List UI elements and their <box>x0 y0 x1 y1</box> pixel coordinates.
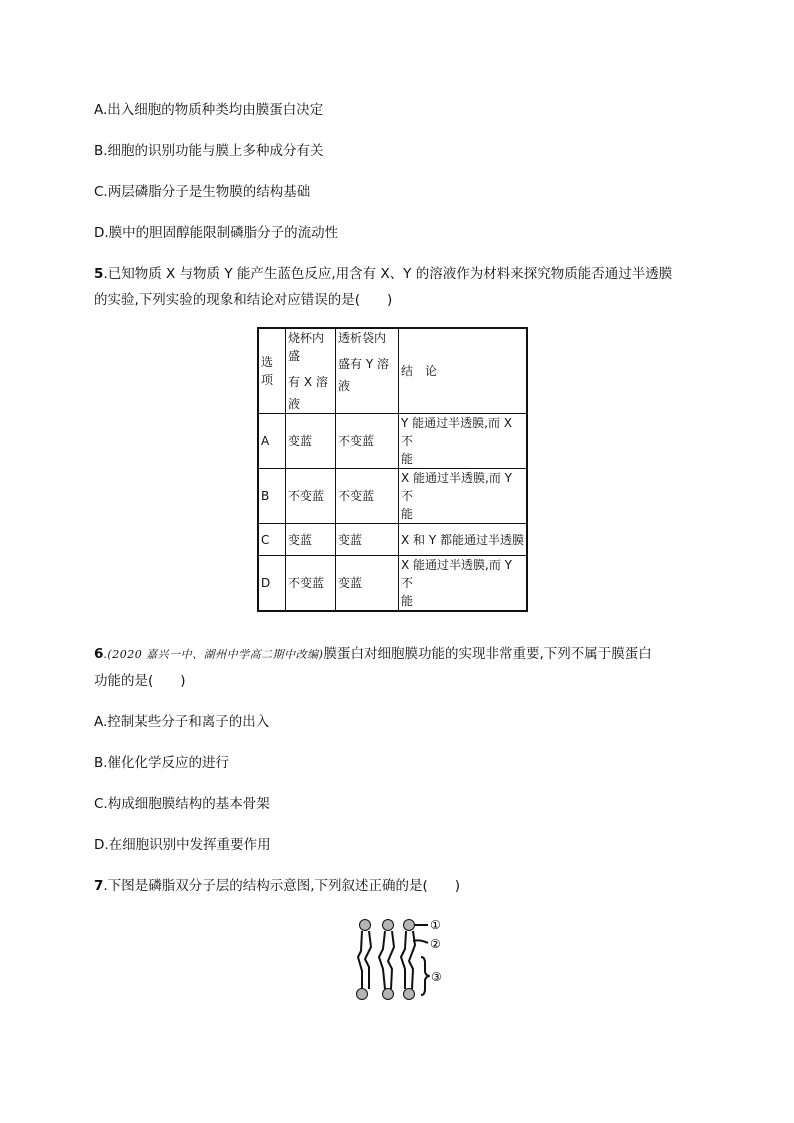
header-option: 选 项 <box>258 328 286 414</box>
q5-stem-line2: 的实验,下列实验的现象和结论对应错误的是( ) <box>94 292 393 308</box>
header-beaker: 烧杯内盛 有 X 溶 液 <box>286 328 336 414</box>
q7-number: 7 <box>94 878 104 894</box>
q6-option-d: D.在细胞识别中发挥重要作用 <box>94 837 271 853</box>
q5-stem-text1: .已知物质 X 与物质 Y 能产生蓝色反应,用含有 X、Y 的溶液作为材料来探究物质能否通过半透膜 <box>103 266 673 282</box>
q6-stem-line2: 功能的是( ) <box>94 673 186 689</box>
q4-option-a: A.出入细胞的物质种类均由膜蛋白决定 <box>94 102 324 118</box>
fatty-acid-tail <box>365 931 371 989</box>
row-conclusion: X 和 Y 都能通过半透膜 <box>399 524 528 556</box>
q6-option-b: B.催化化学反应的进行 <box>94 755 230 771</box>
hydrophilic-head <box>360 920 371 931</box>
q6-option-c: C.构成细胞膜结构的基本骨架 <box>94 796 270 812</box>
header-bag: 透析袋内 盛有 Y 溶 液 <box>336 328 399 414</box>
table-row <box>258 524 527 556</box>
q5-stem-line1 <box>94 264 672 284</box>
q7-stem <box>94 876 460 896</box>
row-option: B <box>258 469 286 524</box>
row-option: C <box>258 524 286 556</box>
row-option: A <box>258 414 286 469</box>
row-conclusion: X 能通过半透膜,而 Y 不 能 <box>399 469 528 524</box>
q4-option-b: B.细胞的识别功能与膜上多种成分有关 <box>94 143 324 159</box>
phospholipid-bilayer-diagram <box>350 915 460 1005</box>
q6-option-a: A.控制某些分子和离子的出入 <box>94 714 270 730</box>
row-conclusion: Y 能通过半透膜,而 X 不 能 <box>399 414 528 469</box>
q7-stem-text: .下图是磷脂双分子层的结构示意图,下列叙述正确的是( ) <box>103 878 461 894</box>
row-bag: 不变蓝 <box>336 414 399 469</box>
table-row <box>258 556 527 612</box>
table-header-row <box>258 328 527 414</box>
q5-number: 5 <box>94 266 104 282</box>
row-bag: 变蓝 <box>336 524 399 556</box>
table-row <box>258 469 527 524</box>
q4-option-c: C.两层磷脂分子是生物膜的结构基础 <box>94 184 311 200</box>
row-option: D <box>258 556 286 612</box>
fatty-acid-tail <box>401 931 406 989</box>
row-beaker: 不变蓝 <box>286 556 336 612</box>
q5-experiment-table <box>257 327 528 612</box>
hydrophilic-head <box>404 920 415 931</box>
fatty-acid-tail <box>379 931 385 989</box>
fatty-acid-tail <box>358 931 362 989</box>
row-beaker: 变蓝 <box>286 524 336 556</box>
hydrophilic-head <box>357 989 368 1000</box>
hydrophilic-head <box>404 989 415 1000</box>
row-conclusion: X 能通过半透膜,而 Y 不 能 <box>399 556 528 612</box>
q6-stem-text1: 膜蛋白对细胞膜功能的实现非常重要,下列不属于膜蛋白 <box>323 646 652 662</box>
label-1: ① <box>430 918 441 932</box>
q4-option-d: D.膜中的胆固醇能限制磷脂分子的流动性 <box>94 225 339 241</box>
row-beaker: 不变蓝 <box>286 469 336 524</box>
q6-stem-line1 <box>94 644 652 665</box>
hydrophilic-head <box>383 989 394 1000</box>
row-bag: 不变蓝 <box>336 469 399 524</box>
table-row <box>258 414 527 469</box>
hydrophilic-head <box>383 920 394 931</box>
row-beaker: 变蓝 <box>286 414 336 469</box>
label-3-brace <box>421 957 429 995</box>
q6-number: 6 <box>94 646 104 662</box>
label-2: ② <box>430 937 441 951</box>
fatty-acid-tail <box>388 931 394 989</box>
fatty-acid-tail <box>409 931 415 989</box>
label-3: ③ <box>431 970 442 984</box>
row-bag: 变蓝 <box>336 556 399 612</box>
header-conclusion: 结 论 <box>399 328 528 414</box>
q6-source: .(2020 嘉兴一中、湖州中学高二期中改编) <box>103 648 324 661</box>
